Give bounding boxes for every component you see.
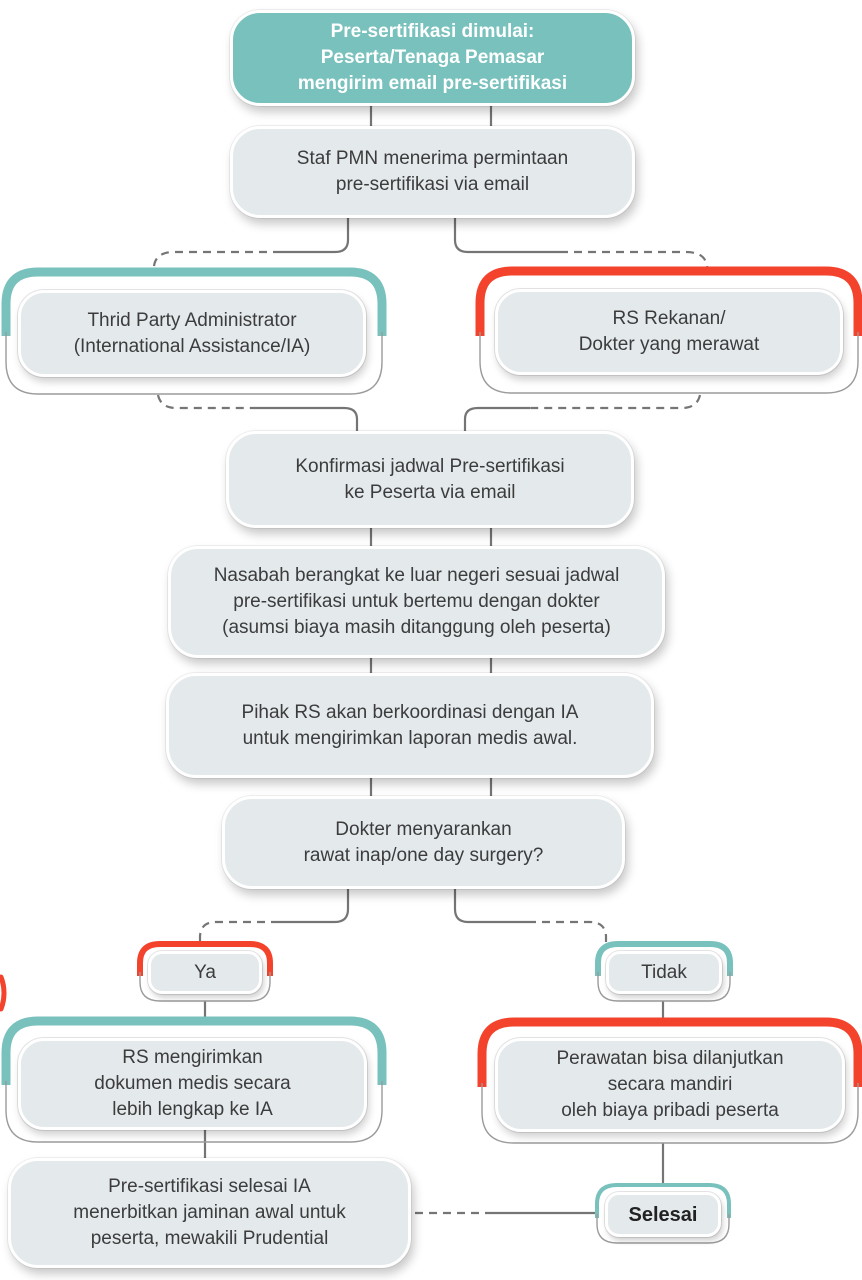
text-line: pre-sertifikasi via email bbox=[335, 174, 530, 195]
text-line: untuk mengirimkan laporan medis awal. bbox=[242, 727, 578, 749]
edge-dokter-tidak-solid bbox=[455, 889, 528, 922]
node-staf-pmn bbox=[230, 126, 635, 218]
text-line: secara mandiri bbox=[607, 1074, 733, 1095]
edge-staf-tpa-solid bbox=[281, 218, 348, 252]
edge-dokter-ya-solid bbox=[279, 889, 348, 922]
edge-dokter-tidak-dashed bbox=[528, 922, 606, 942]
text-line: peserta, mewakili Prudential bbox=[90, 1228, 329, 1249]
text-line: Perawatan bisa dilanjutkan bbox=[556, 1048, 784, 1069]
text-line: oleh biaya pribadi peserta bbox=[561, 1100, 779, 1121]
text-line: rawat inap/one day surgery? bbox=[303, 844, 544, 866]
text-line: Pre-sertifikasi selesai IA bbox=[108, 1176, 311, 1197]
left-edge-red-fragment bbox=[1, 977, 4, 1009]
node-ya bbox=[148, 951, 262, 994]
node-nasabah bbox=[168, 546, 665, 658]
text-line: lebih lengkap ke IA bbox=[112, 1099, 273, 1120]
text-line: menerbitkan jaminan awal untuk bbox=[73, 1202, 346, 1223]
node-third-party-administrator bbox=[18, 290, 366, 377]
selesai-label: Selesai bbox=[628, 1203, 698, 1226]
text-line: ke Peserta via email bbox=[344, 481, 516, 503]
node-rs-rekanan-text bbox=[579, 306, 760, 358]
node-tpa-text bbox=[74, 308, 311, 360]
tidak-label: Tidak bbox=[641, 961, 687, 983]
text-line: pre-sertifikasi untuk bertemu dengan dokter bbox=[233, 591, 600, 612]
text-line: Thrid Party Administrator bbox=[87, 309, 297, 331]
text-line: Dokter yang merawat bbox=[578, 334, 760, 355]
edge-tpa-konfirmasi-solid bbox=[255, 408, 357, 431]
ya-label: Ya bbox=[194, 961, 216, 983]
node-pihak-rs-text bbox=[242, 700, 579, 752]
node-rs-rekanan bbox=[495, 289, 843, 375]
node-perawatan-text bbox=[556, 1046, 783, 1124]
text-line: Pre-sertifikasi dimulai: bbox=[330, 21, 535, 42]
node-pre-selesai-text bbox=[73, 1174, 346, 1252]
text-line: dokumen medis secara bbox=[94, 1073, 291, 1094]
node-tidak bbox=[606, 951, 722, 994]
node-start bbox=[230, 10, 635, 106]
node-pre-selesai bbox=[8, 1158, 411, 1268]
text-line: RS mengirimkan bbox=[122, 1047, 263, 1068]
node-rs-dokumen-text bbox=[94, 1045, 290, 1123]
node-nasabah-text bbox=[214, 563, 620, 641]
text-line: mengirim email pre-sertifikasi bbox=[297, 73, 568, 94]
node-selesai bbox=[605, 1192, 721, 1237]
node-dokter-decision bbox=[222, 796, 625, 889]
edge-staf-rs-solid bbox=[455, 218, 560, 252]
text-line: (International Assistance/IA) bbox=[73, 335, 311, 357]
node-konfirmasi bbox=[226, 431, 634, 528]
node-dokter-text bbox=[304, 817, 544, 869]
node-rs-dokumen bbox=[18, 1038, 367, 1130]
text-line: (asumsi biaya masih ditanggung oleh peserta) bbox=[222, 617, 611, 638]
text-line: Peserta/Tenaga Pemasar bbox=[320, 47, 545, 68]
edge-tpa-konfirmasi-dashed bbox=[158, 395, 255, 408]
text-line: Dokter menyarankan bbox=[335, 818, 512, 840]
node-pihak-rs bbox=[166, 673, 654, 778]
node-start-text bbox=[298, 19, 567, 97]
node-konfirmasi-text bbox=[295, 454, 564, 506]
node-staf-pmn-text bbox=[297, 146, 568, 198]
text-line: Staf PMN menerima permintaan bbox=[296, 148, 569, 169]
edge-dokter-ya-dashed bbox=[200, 922, 279, 942]
text-line: Konfirmasi jadwal Pre-sertifikasi bbox=[295, 455, 565, 477]
text-line: RS Rekanan/ bbox=[612, 308, 726, 329]
text-line: Pihak RS akan berkoordinasi dengan IA bbox=[241, 701, 579, 723]
edge-rs-konfirmasi-dashed bbox=[530, 395, 700, 408]
edge-rs-konfirmasi-solid bbox=[465, 408, 530, 431]
node-perawatan bbox=[495, 1038, 845, 1132]
text-line: Nasabah berangkat ke luar negeri sesuai jadwal bbox=[213, 565, 620, 586]
